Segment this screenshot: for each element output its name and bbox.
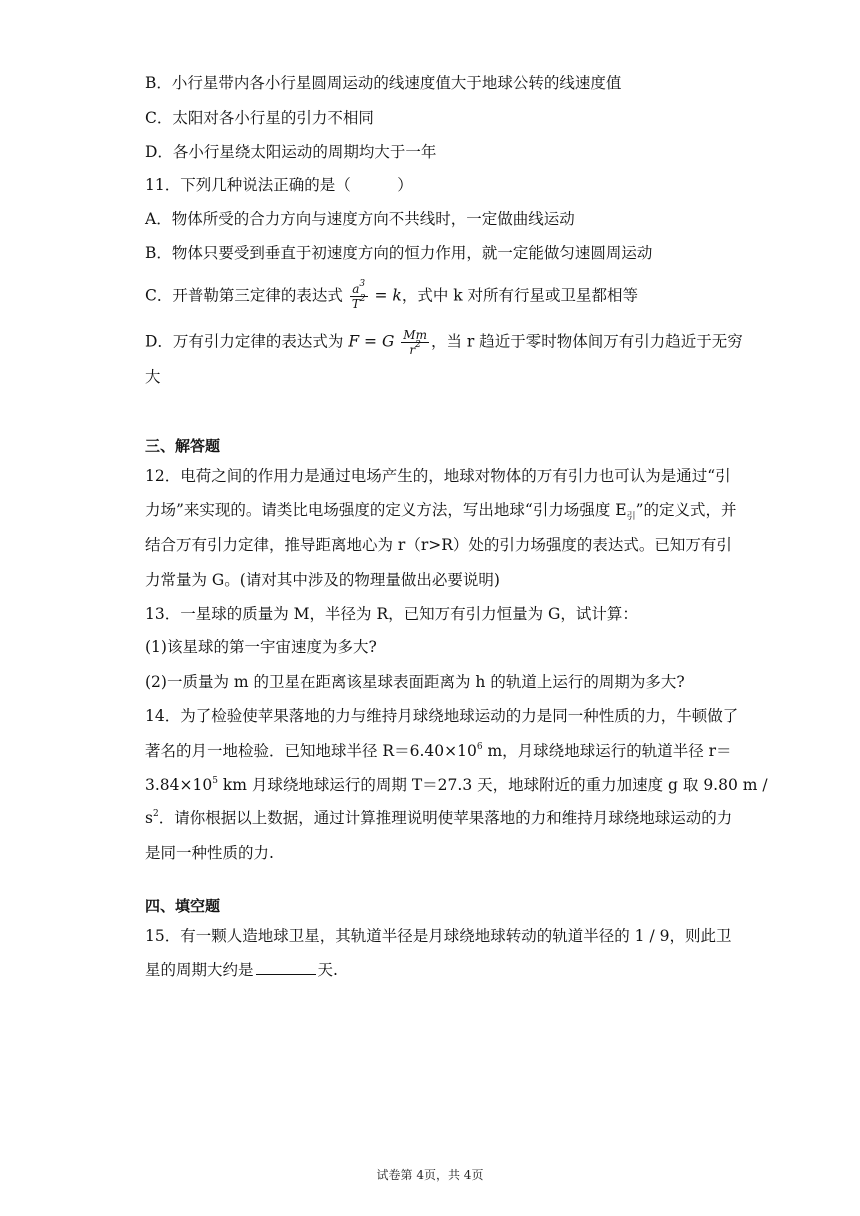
q14-line-4 [145,808,733,828]
q12-line-4: 力常量为 G。(请对其中涉及的物理量做出必要说明) [145,571,500,589]
gravity-numerator: Mm [403,328,427,342]
q14-exp-5: 5 [212,776,218,786]
q11-option-a: A．物体所受的合力方向与速度方向不共线时，一定做曲线运动 [145,210,575,228]
gravity-denominator: r [409,343,416,357]
q12-line-2a: 力场”来实现的。请类比电场强度的定义方法，写出地球“引力场强度 E [145,501,627,519]
kepler-rhs: = k [374,286,402,305]
q10-option-d: D．各小行星绕太阳运动的周期均大于一年 [145,143,437,161]
q14-line-4a: s [145,809,153,827]
q15-line-2 [145,960,715,980]
q14-line-2a: 著名的月一地检验．已知地球半径 R＝6.40×10 [145,742,477,760]
q14-line-3 [145,775,768,795]
q13-part-1: (1)该星球的第一宇宙速度为多大? [145,638,377,656]
q13-part-2: (2)一质量为 m 的卫星在距离该星球表面距离为 h 的轨道上运行的周期为多大? [145,673,685,691]
q14-line-3a: 3.84×10 [145,776,213,794]
q11-option-d-cont: 大 [145,368,161,386]
q14-line-2b: m，月球绕地球运行的轨道半径 r＝ [482,742,732,760]
page-footer: 试卷第 4页，共 4页 [376,1168,484,1182]
q10-option-b: B．小行星带内各小行星圆周运动的线速度值大于地球公转的线速度值 [145,74,622,92]
q12-subscript: 引 [626,512,636,522]
q15-line-1: 15．有一颗人造地球卫星，其轨道半径是月球绕地球转动的轨道半径的 1 / 9，则此卫 [145,927,732,945]
gravity-lhs: F = G [348,332,395,351]
q14-line-2 [145,741,732,761]
q11-c-prefix: C．开普勒第三定律的表达式 [145,286,343,305]
section-3-title: 三、解答题 [145,437,221,455]
q10-option-c: C．太阳对各小行星的引力不相同 [145,109,374,127]
q12-line-3: 结合万有引力定律，推导距离地心为 r（r>R）处的引力场强度的表达式。已知万有引 [145,536,732,554]
kepler-numerator: a [352,282,360,296]
section-4-title: 四、填空题 [145,897,221,915]
q12-line-1: 12．电荷之间的作用力是通过电场产生的，地球对物体的万有引力也可认为是通过“引 [145,467,731,485]
q14-line-1: 14．为了检验使苹果落地的力与维持月球绕地球运动的力是同一种性质的力，牛顿做了 [145,707,739,725]
q12-line-2 [145,500,737,522]
q11-stem: 11．下列几种说法正确的是（ ） [145,176,413,194]
q14-line-5: 是同一种性质的力. [145,844,274,862]
q11-option-c [145,279,715,311]
q11-option-b: B．物体只要受到垂直于初速度方向的恒力作用，就一定能做匀速圆周运动 [145,244,653,262]
q11-c-suffix: ，式中 k 对所有行星或卫星都相等 [401,286,639,305]
q11-d-suffix: ，当 r 趋近于零时物体间万有引力趋近于无穷 [430,332,743,351]
q11-d-prefix: D．万有引力定律的表达式为 [145,332,344,351]
q15-line-2a: 星的周期大约是 [145,961,254,979]
q14-exp-6: 6 [476,742,483,752]
q14-line-4b: ．请你根据以上数据，通过计算推理说明使苹果落地的力和维持月球绕地球运动的力 [158,809,733,827]
q13-line-1: 13．一星球的质量为 M，半径为 R，已知万有引力恒量为 G，试计算： [145,605,638,623]
q15-line-2b: 天. [317,961,338,979]
answer-blank[interactable] [256,960,316,975]
q14-exp-2: 2 [152,809,159,819]
kepler-denominator: T [351,297,360,311]
kepler-fraction: $\frac{a^3}{T^2}$ [351,279,366,311]
q12-line-2b: ”的定义式，并 [635,501,737,519]
gravity-fraction: $\frac{Mm}{r^2}$ [403,328,427,357]
q11-option-d [145,328,743,357]
q14-line-3b: km 月球绕地球运行的周期 T＝27.3 天，地球附近的重力加速度 g 取 9.80 m / [217,776,768,794]
